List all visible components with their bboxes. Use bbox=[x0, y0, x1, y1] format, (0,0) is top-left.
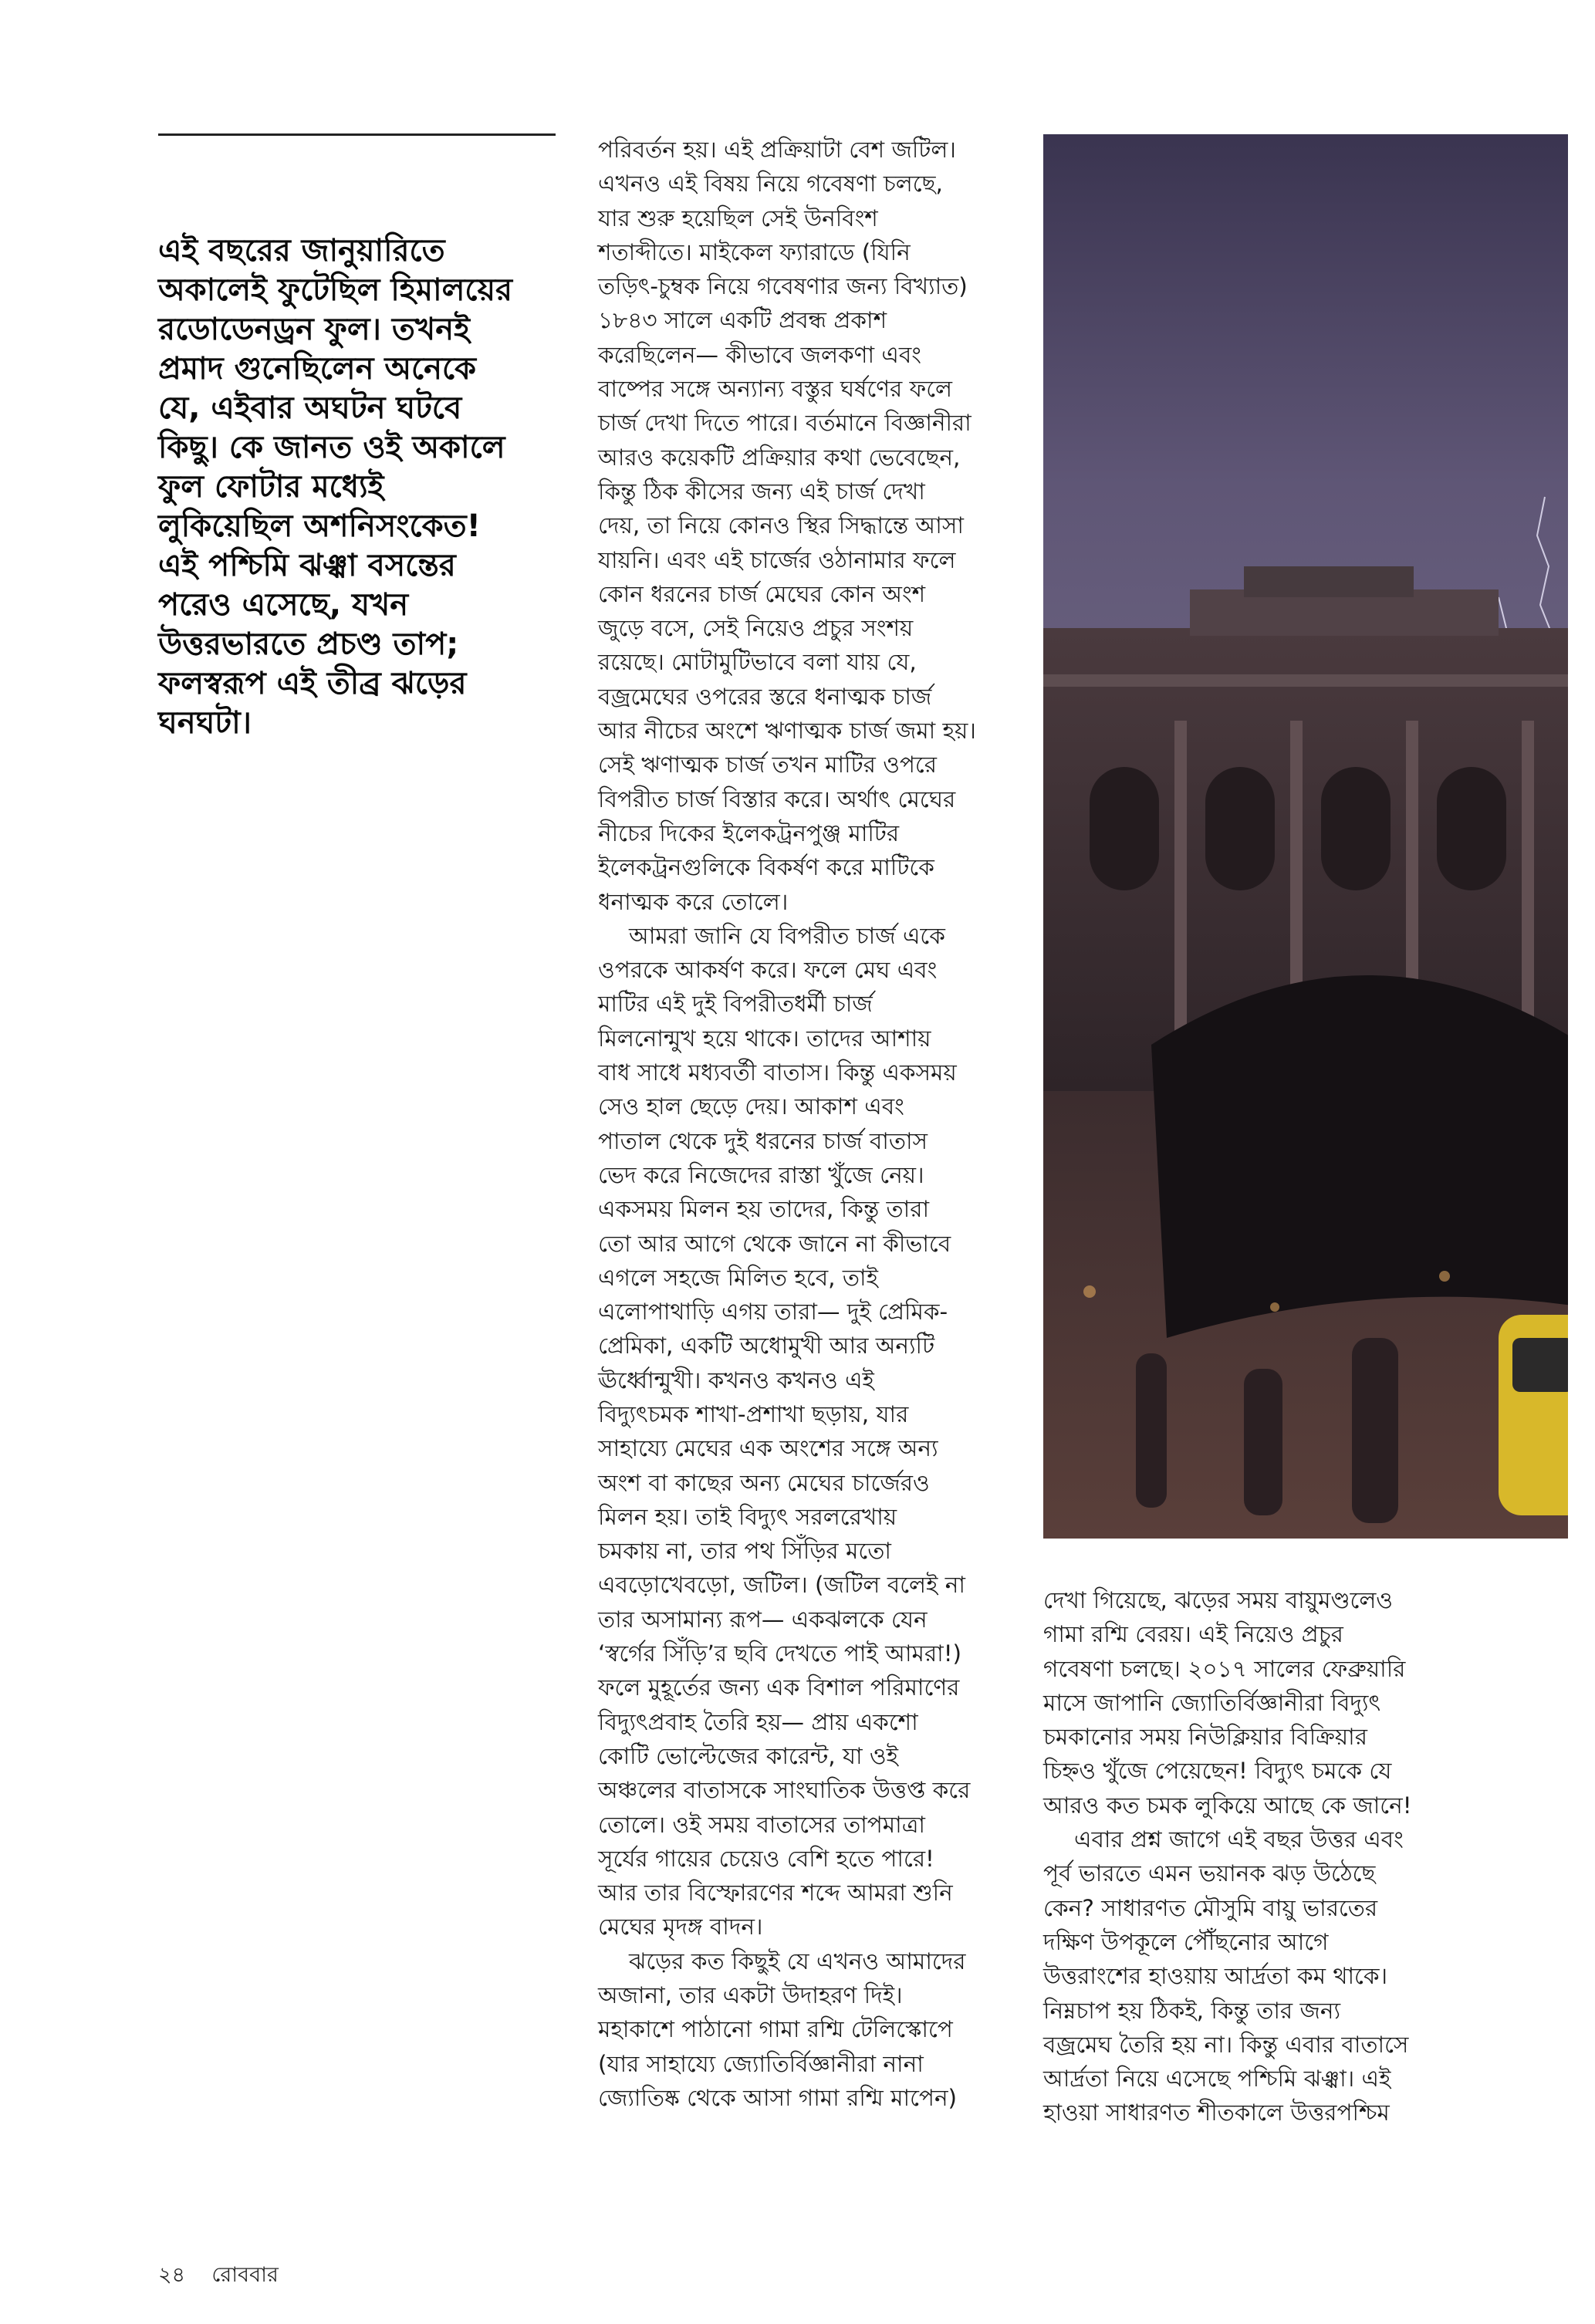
page-footer bbox=[158, 2259, 279, 2294]
text-line: মাসে জাপানি জ্যোতির্বিজ্ঞানীরা বিদ্যুৎ bbox=[1043, 1689, 1381, 1716]
text-line: কোন ধরনের চার্জ মেঘের কোন অংশ bbox=[598, 580, 926, 607]
storm-photo-image bbox=[1043, 134, 1568, 1539]
text-line: ‘স্বর্গের সিঁড়ি’র ছবি দেখতে পাই আমরা!) bbox=[598, 1640, 962, 1667]
text-line: কিন্তু ঠিক কীসের জন্য এই চার্জ দেখা bbox=[598, 478, 925, 505]
text-line: তার অসামান্য রূপ— একঝলকে যেন bbox=[598, 1606, 928, 1633]
text-line: আরও কত চমক লুকিয়ে আছে কে জানে! bbox=[1043, 1792, 1412, 1819]
text-line: (যার সাহায্যে জ্যোতির্বিজ্ঞানীরা নানা bbox=[598, 2050, 924, 2077]
pull-quote-line: যে, এইবার অঘটন ঘটবে bbox=[158, 390, 462, 426]
article-column-1 bbox=[598, 133, 1003, 2115]
text-line: সূর্যের গায়ের চেয়েও বেশি হতে পারে! bbox=[598, 1845, 934, 1872]
text-line: পাতাল থেকে দুই ধরনের চার্জ বাতাস bbox=[598, 1127, 928, 1154]
text-line: চমকায় না, তার পথ সিঁড়ির মতো bbox=[598, 1538, 891, 1565]
text-line: মিলনোন্মুখ হয়ে থাকে। তাদের আশায় bbox=[598, 1025, 931, 1052]
text-line: চিহ্নও খুঁজে পেয়েছেন! বিদ্যুৎ চমকে যে bbox=[1043, 1758, 1392, 1785]
pull-quote-line: কিছু। কে জানত ওই অকালে bbox=[158, 430, 505, 465]
text-line: তোলে। ওই সময় বাতাসের তাপমাত্রা bbox=[598, 1811, 925, 1838]
text-line: কোটি ভোল্টেজের কারেন্ট, যা ওই bbox=[598, 1742, 898, 1769]
text-line: যার শুরু হয়েছিল সেই উনবিংশ bbox=[598, 204, 878, 231]
pull-quote-line: অকালেই ফুটেছিল হিমালয়ের bbox=[158, 272, 513, 308]
text-line: বাষ্পের সঙ্গে অন্যান্য বস্তুর ঘর্ষণের ফলে bbox=[598, 376, 953, 403]
text-line: চার্জ দেখা দিতে পারে। বর্তমানে বিজ্ঞানীরা bbox=[598, 410, 972, 437]
text-line: তড়িৎ-চুম্বক নিয়ে গবেষণার জন্য বিখ্যাত) bbox=[598, 273, 968, 300]
pull-quote-line: প্রমাদ গুনেছিলেন অনেকে bbox=[158, 351, 477, 387]
text-line: পরিবর্তন হয়। এই প্রক্রিয়াটা বেশ জটিল। bbox=[598, 137, 956, 163]
text-line: গবেষণা চলছে। ২০১৭ সালের ফেব্রুয়ারি bbox=[1043, 1655, 1406, 1682]
text-line: বিপরীত চার্জ বিস্তার করে। অর্থাৎ মেঘের bbox=[598, 785, 956, 812]
text-line: অজানা, তার একটা উদাহরণ দিই। bbox=[598, 1982, 903, 2009]
text-line: মহাকাশে পাঠানো গামা রশ্মি টেলিস্কোপে bbox=[598, 2016, 953, 2043]
text-line: ১৮৪৩ সালে একটি প্রবন্ধ প্রকাশ bbox=[598, 307, 887, 334]
text-line: অঞ্চলের বাতাসকে সাংঘাতিক উত্তপ্ত করে bbox=[598, 1777, 971, 1804]
magazine-title: রোববার bbox=[211, 2263, 279, 2287]
pull-quote-line: এই বছরের জানুয়ারিতে bbox=[158, 233, 445, 269]
text-line: বাধ সাধে মধ্যবর্তী বাতাস। কিন্তু একসময় bbox=[598, 1059, 957, 1086]
text-line: মেঘের মৃদঙ্গ বাদন। bbox=[598, 1914, 763, 1941]
text-line: আরও কয়েকটি প্রক্রিয়ার কথা ভেবেছেন, bbox=[598, 444, 961, 471]
text-line: পূর্ব ভারতে এমন ভয়ানক ঝড় উঠেছে bbox=[1043, 1860, 1376, 1887]
text-line: আর নীচের অংশে ঋণাত্মক চার্জ জমা হয়। bbox=[598, 718, 976, 745]
text-line: করেছিলেন— কীভাবে জলকণা এবং bbox=[598, 341, 921, 368]
pull-quote-line: লুকিয়েছিল অশনিসংকেত! bbox=[158, 508, 481, 544]
text-line: ভেদ করে নিজেদের রাস্তা খুঁজে নেয়। bbox=[598, 1161, 924, 1188]
pull-quote-line: উত্তরভারতে প্রচণ্ড তাপ; bbox=[158, 627, 459, 662]
text-line: এলোপাথাড়ি এগয় তারা— দুই প্রেমিক- bbox=[598, 1299, 948, 1326]
text-line: আর তার বিস্ফোরণের শব্দে আমরা শুনি bbox=[598, 1880, 953, 1907]
text-line: বজ্রমেঘের ওপরের স্তরে ধনাত্মক চার্জ bbox=[598, 683, 932, 710]
pull-quote bbox=[158, 231, 575, 743]
text-line: নিম্নচাপ হয় ঠিকই, কিন্তু তার জন্য bbox=[1043, 1997, 1341, 2024]
text-line: শতাব্দীতে। মাইকেল ফ্যারাডে (যিনি bbox=[598, 238, 911, 265]
text-line: দক্ষিণ উপকূলে পৌঁছনোর আগে bbox=[1043, 1928, 1329, 1955]
text-line: হাওয়া সাধারণত শীতকালে উত্তরপশ্চিম bbox=[1043, 2099, 1390, 2126]
text-line: ফলে মুহূর্তের জন্য এক বিশাল পরিমাণের bbox=[598, 1674, 960, 1701]
paragraph-start-line: আমরা জানি যে বিপরীত চার্জ একে bbox=[629, 922, 945, 949]
yellow-taxi bbox=[1499, 1315, 1568, 1515]
page-number: ২৪ bbox=[158, 2263, 186, 2287]
pull-quote-line: পরেও এসেছে, যখন bbox=[158, 587, 409, 623]
text-line: ধনাত্মক করে তোলে। bbox=[598, 888, 789, 915]
paragraph-start-line: এবার প্রশ্ন জাগে এই বছর উত্তর এবং bbox=[1074, 1826, 1404, 1853]
pull-quote-line: এই পশ্চিমি ঝঞ্ঝা বসন্তের bbox=[158, 548, 456, 583]
text-line: মাটির এই দুই বিপরীতধর্মী চার্জ bbox=[598, 991, 873, 1018]
text-line: সেও হাল ছেড়ে দেয়। আকাশ এবং bbox=[598, 1093, 904, 1120]
paragraph-start-line: ঝড়ের কত কিছুই যে এখনও আমাদের bbox=[629, 1947, 966, 1974]
text-line: মিলন হয়। তাই বিদ্যুৎ সরলরেখায় bbox=[598, 1503, 897, 1530]
text-line: জুড়ে বসে, সেই নিয়েও প্রচুর সংশয় bbox=[598, 615, 914, 642]
text-line: আর্দ্রতা নিয়ে এসেছে পশ্চিমি ঝঞ্ঝা। এই bbox=[1043, 2066, 1391, 2093]
article-column-2 bbox=[1043, 1583, 1429, 2130]
section-rule bbox=[158, 133, 556, 136]
text-line: ইলেকট্রনগুলিকে বিকর্ষণ করে মাটিকে bbox=[598, 854, 934, 881]
text-line: রয়েছে। মোটামুটিভাবে বলা যায় যে, bbox=[598, 649, 917, 676]
text-line: এখনও এই বিষয় নিয়ে গবেষণা চলছে, bbox=[598, 171, 943, 198]
text-line: চমকানোর সময় নিউক্লিয়ার বিক্রিয়ার bbox=[1043, 1724, 1367, 1751]
text-line: বিদ্যুৎপ্রবাহ তৈরি হয়— প্রায় একশো bbox=[598, 1708, 918, 1735]
text-line: এবড়োখেবড়ো, জটিল। (জটিল বলেই না bbox=[598, 1572, 965, 1599]
pull-quote-line: রডোডেনড্রন ফুল। তখনই bbox=[158, 312, 470, 347]
text-line: জ্যোতিষ্ক থেকে আসা গামা রশ্মি মাপেন) bbox=[598, 2084, 958, 2111]
text-line: উত্তরাংশের হাওয়ায় আর্দ্রতা কম থাকে। bbox=[1043, 1963, 1388, 1990]
text-line: যায়নি। এবং এই চার্জের ওঠানামার ফলে bbox=[598, 546, 956, 573]
text-line: ঊর্ধ্বোন্মুখী। কখনও কখনও এই bbox=[598, 1366, 874, 1393]
pull-quote-line: ফলস্বরূপ এই তীব্র ঝড়ের bbox=[158, 666, 467, 701]
text-line: দেখা গিয়েছে, ঝড়ের সময় বায়ুমণ্ডলেও bbox=[1043, 1587, 1394, 1613]
text-line: গামা রশ্মি বেরয়। এই নিয়েও প্রচুর bbox=[1043, 1621, 1343, 1648]
text-line: নীচের দিকের ইলেকট্রনপুঞ্জ মাটির bbox=[598, 819, 900, 846]
text-line: সেই ঋণাত্মক চার্জ তখন মাটির ওপরে bbox=[598, 752, 938, 779]
text-line: এগলে সহজে মিলিত হবে, তাই bbox=[598, 1264, 878, 1291]
pull-quote-line: ঘনঘটা। bbox=[158, 705, 252, 741]
text-line: অংশ বা কাছের অন্য মেঘের চার্জেরও bbox=[598, 1469, 930, 1496]
text-line: প্রেমিকা, একটি অধোমুখী আর অন্যটি bbox=[598, 1333, 935, 1360]
text-line: একসময় মিলন হয় তাদের, কিন্তু তারা bbox=[598, 1196, 930, 1223]
text-line: তো আর আগে থেকে জানে না কীভাবে bbox=[598, 1230, 951, 1257]
umbrella bbox=[1151, 975, 1568, 1338]
text-line: দেয়, তা নিয়ে কোনও স্থির সিদ্ধান্তে আসা bbox=[598, 512, 964, 539]
text-line: ওপরকে আকর্ষণ করে। ফলে মেঘ এবং bbox=[598, 957, 938, 984]
text-line: বজ্রমেঘ তৈরি হয় না। কিন্তু এবার বাতাসে bbox=[1043, 2031, 1409, 2058]
pull-quote-line: ফুল ফোটার মধ্যেই bbox=[158, 469, 384, 505]
text-line: সাহায্যে মেঘের এক অংশের সঙ্গে অন্য bbox=[598, 1435, 938, 1462]
text-line: কেন? সাধারণত মৌসুমি বায়ু ভারতের bbox=[1043, 1894, 1378, 1921]
storm-photo bbox=[1043, 134, 1568, 1539]
text-line: বিদ্যুৎচমক শাখা-প্রশাখা ছড়ায়, যার bbox=[598, 1400, 909, 1427]
